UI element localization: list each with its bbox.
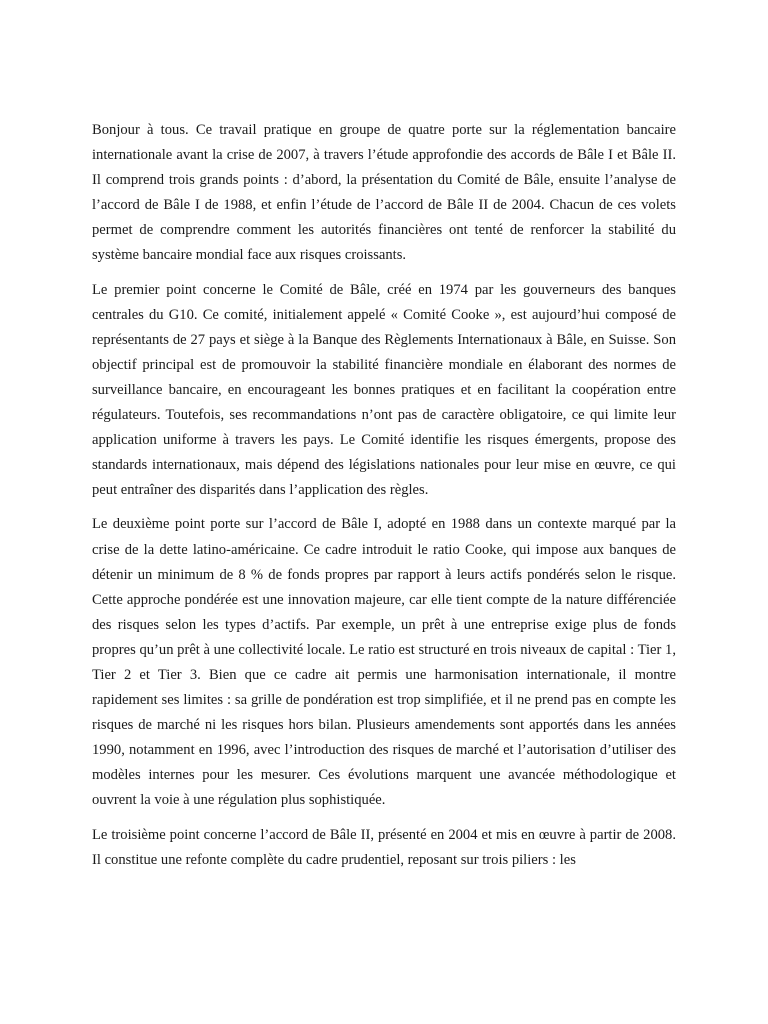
paragraph-bale-i: Le deuxième point porte sur l’accord de Bâle I, adopté en 1988 dans un contexte marqué par la crise de la dette latino-américaine. Ce cadre introduit le ratio Cooke, qui impose aux banques de détenir un minimum de 8 % de fonds propres par rapport à leurs actifs pondérés selon le risque. Cette approche pondérée est une innovation majeure, car elle tient compte de la nature différenciée des risques selon les types d’actifs. Par exemple, un prêt à une entreprise exige plus de fonds propres qu’un prêt à une collectivité locale. Le ratio est structuré en trois niveaux de capital : Tier 1, Tier 2 et Tier 3. Bien que ce cadre ait permis une harmonisation internationale, il montre rapidement ses limites : sa grille de pondération est trop simplifiée, et il ne prend pas en compte les risques de marché ni les risques hors bilan. Plusieurs amendements sont apportés dans les années 1990, notamment en 1996, avec l’introduction des risques de marché et l’autorisation d’utiliser des modèles internes pour les mesurer. Ces évolutions marquent une avancée méthodologique et ouvrent la voie à une régulation plus sophistiquée.	[92, 516, 676, 809]
paragraph-comite-bale: Le premier point concerne le Comité de Bâle, créé en 1974 par les gouverneurs des banques centrales du G10. Ce comité, initialement appelé « Comité Cooke », est aujourd’hui composé de représentants de 27 pays et siège à la Banque des Règlements Internationaux à Bâle, en Suisse. Son objectif principal est de promouvoir la stabilité financière mondiale en élaborant des normes de surveillance bancaire, en encourageant les bonnes pratiques et en facilitant la coopération entre régulateurs. Toutefois, ses recommandations n’ont pas de caractère obligatoire, ce qui limite leur application uniforme à travers les pays. Le Comité identifie les risques émergents, propose des standards internationaux, mais dépend des législations nationales pour leur mise en œuvre, ce qui peut entraîner des disparités dans l’application des règles.	[92, 281, 676, 499]
paragraph-intro: Bonjour à tous. Ce travail pratique en groupe de quatre porte sur la réglementation bancaire internationale avant la crise de 2007, à travers l’étude approfondie des accords de Bâle I et Bâle II. Il comprend trois grands points : d’abord, la présentation du Comité de Bâle, ensuite l’analyse de l’accord de Bâle I de 1988, et enfin l’étude de l’accord de Bâle II de 2004. Chacun de ces volets permet de comprendre comment les autorités financières ont tenté de renforcer la stabilité du système bancaire mondial face aux risques croissants.	[92, 122, 676, 264]
document-body	[92, 118, 676, 882]
paragraph-bale-ii: Le troisième point concerne l’accord de Bâle II, présenté en 2004 et mis en œuvre à partir de 2008. Il constitue une refonte complète du cadre prudentiel, reposant sur trois piliers : les	[92, 826, 676, 868]
